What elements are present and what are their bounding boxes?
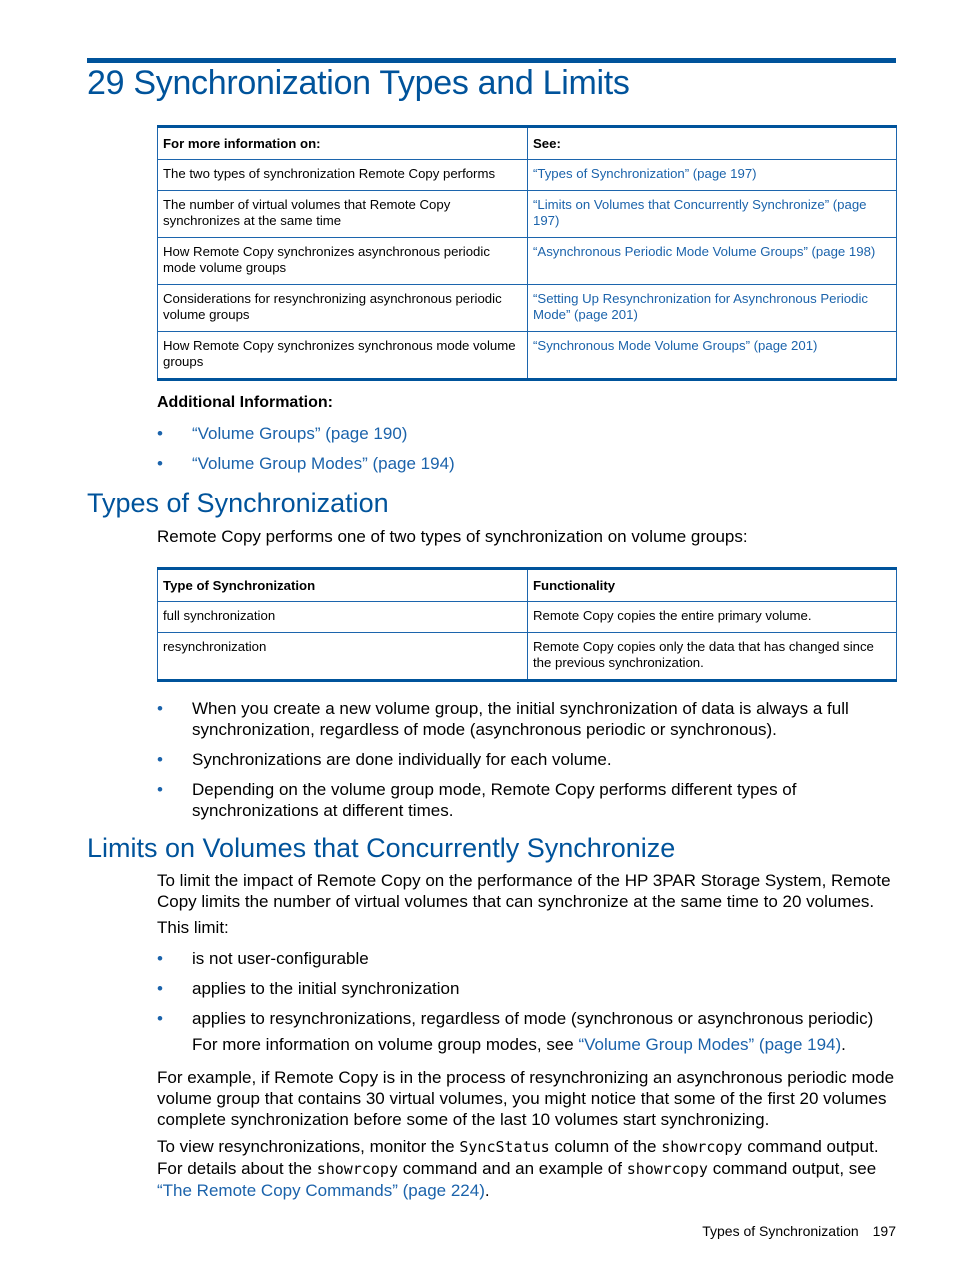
text: command output, see	[707, 1159, 877, 1178]
more-info-suffix: .	[841, 1035, 846, 1054]
table-header-row	[158, 569, 897, 602]
see-link[interactable]: “Limits on Volumes that Concurrently Synchronize” (page 197)	[533, 197, 867, 228]
view-paragraph	[157, 1136, 897, 1201]
list-item	[157, 978, 897, 999]
additional-info-label: Additional Information:	[157, 394, 333, 411]
topic-cell: The number of virtual volumes that Remote Copy synchronizes at the same time	[158, 191, 528, 238]
see-link[interactable]: “Asynchronous Periodic Mode Volume Groups” (page 198)	[533, 244, 876, 259]
footer-section: Types of Synchronization	[702, 1223, 859, 1239]
bullet-text: Depending on the volume group mode, Remote Copy performs different types of synchronizations at different times.	[192, 780, 797, 820]
table-row	[158, 191, 897, 238]
page-number: 197	[872, 1223, 896, 1239]
bullet-icon: •	[157, 699, 163, 718]
volume-groups-link[interactable]: “Volume Groups” (page 190)	[192, 424, 408, 443]
functionality-cell: Remote Copy copies the entire primary volume.	[528, 602, 897, 633]
see-link[interactable]: “Types of Synchronization” (page 197)	[533, 166, 757, 181]
showrcopy-code: showrcopy	[661, 1138, 743, 1156]
types-bullet-list	[157, 698, 897, 830]
table-row	[158, 602, 897, 633]
limits-section-title: Limits on Volumes that Concurrently Synchronize	[87, 833, 676, 863]
list-item	[157, 453, 897, 474]
topic-cell: Considerations for resynchronizing asynchronous periodic volume groups	[158, 285, 528, 332]
volume-group-modes-link[interactable]: “Volume Group Modes” (page 194)	[578, 1035, 842, 1054]
text: column of the	[549, 1137, 662, 1156]
table-row	[158, 238, 897, 285]
syncstatus-code: SyncStatus	[459, 1138, 550, 1156]
types-intro: Remote Copy performs one of two types of synchronization on volume groups:	[157, 527, 748, 546]
limits-intro: To limit the impact of Remote Copy on the performance of the HP 3PAR Storage System, Remote Copy limits the number of virtual volumes that can synchronize at the same time to 20 volumes.	[157, 871, 891, 911]
see-cell	[528, 191, 897, 238]
column-header: For more information on:	[158, 127, 528, 160]
page-footer	[702, 1223, 896, 1239]
text: command and an example of	[398, 1159, 627, 1178]
bullet-icon: •	[157, 949, 163, 968]
list-item	[157, 948, 897, 969]
table-row	[158, 332, 897, 380]
column-header: Functionality	[528, 569, 897, 602]
table-row	[158, 633, 897, 681]
bullet-icon: •	[157, 979, 163, 998]
chapter-rule	[87, 58, 896, 63]
sync-types-table	[157, 567, 897, 682]
table-row	[158, 160, 897, 191]
list-item	[157, 779, 897, 821]
showrcopy-code: showrcopy	[316, 1160, 398, 1178]
info-table	[157, 125, 897, 381]
volume-group-modes-link[interactable]: “Volume Group Modes” (page 194)	[192, 454, 455, 473]
limits-bullet-list	[157, 948, 897, 1038]
text: To view resynchronizations, monitor the	[157, 1137, 460, 1156]
list-item	[157, 1008, 897, 1029]
bullet-icon: •	[157, 780, 163, 799]
showrcopy-code: showrcopy	[626, 1160, 708, 1178]
topic-cell: The two types of synchronization Remote Copy performs	[158, 160, 528, 191]
example-paragraph: For example, if Remote Copy is in the process of resynchronizing an asynchronous periodic mode volume group that contains 30 virtual volumes, you might notice that some of the first 20 volumes complete synchronization before some of the last 10 volumes start synchronizing.	[157, 1068, 895, 1129]
see-link[interactable]: “Synchronous Mode Volume Groups” (page 201)	[533, 338, 818, 353]
functionality-cell: Remote Copy copies only the data that has changed since the previous synchronization.	[528, 633, 897, 681]
bullet-icon: •	[157, 750, 163, 769]
list-item	[157, 698, 897, 740]
bullet-text: applies to the initial synchronization	[192, 979, 460, 998]
bullet-icon: •	[157, 454, 163, 473]
bullet-text: applies to resynchronizations, regardless of mode (synchronous or asynchronous periodic)	[192, 1009, 874, 1028]
bullet-text: When you create a new volume group, the initial synchronization of data is always a full synchronization, regardless of mode (asynchronous periodic or synchronous).	[192, 699, 849, 739]
limit-label: This limit:	[157, 918, 229, 937]
column-header: See:	[528, 127, 897, 160]
text: command output. For details about the	[157, 1137, 879, 1178]
list-item	[157, 749, 897, 770]
type-cell: resynchronization	[158, 633, 528, 681]
additional-info-list	[157, 423, 897, 483]
table-row	[158, 285, 897, 332]
see-cell	[528, 332, 897, 380]
chapter-title: 29 Synchronization Types and Limits	[87, 64, 630, 102]
see-link[interactable]: “Setting Up Resynchronization for Asynchronous Periodic Mode” (page 201)	[533, 291, 868, 322]
bullet-text: Synchronizations are done individually for each volume.	[192, 750, 612, 769]
see-cell	[528, 238, 897, 285]
types-section-title: Types of Synchronization	[87, 488, 389, 518]
text: .	[484, 1181, 490, 1200]
see-cell	[528, 160, 897, 191]
bullet-icon: •	[157, 1009, 163, 1028]
topic-cell: How Remote Copy synchronizes asynchronous periodic mode volume groups	[158, 238, 528, 285]
bullet-icon: •	[157, 424, 163, 443]
list-item	[157, 423, 897, 444]
topic-cell: How Remote Copy synchronizes synchronous mode volume groups	[158, 332, 528, 380]
remote-copy-commands-link[interactable]: “The Remote Copy Commands” (page 224)	[157, 1181, 485, 1200]
bullet-text: is not user-configurable	[192, 949, 369, 968]
see-cell	[528, 285, 897, 332]
column-header: Type of Synchronization	[158, 569, 528, 602]
more-info-note	[192, 1034, 897, 1055]
more-info-prefix: For more information on volume group modes, see	[192, 1035, 579, 1054]
type-cell: full synchronization	[158, 602, 528, 633]
table-header-row	[158, 127, 897, 160]
